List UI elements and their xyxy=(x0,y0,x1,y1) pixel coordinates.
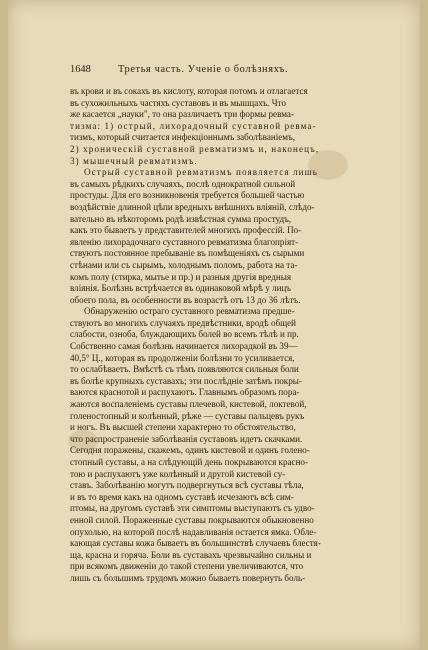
page-number: 1648 xyxy=(70,64,91,75)
text-line: и въ то время какъ на одномъ суставѣ исчезаютъ всѣ сим- xyxy=(70,491,294,502)
text-line: въ болѣе крупныхъ суставахъ; эти послѣдніе затѣмъ покры- xyxy=(70,375,302,386)
text-line: кающая суставы кожа бываетъ въ большинствѣ случаевъ блестя- xyxy=(70,538,321,549)
text-line: вліянія. Болѣзнь встрѣчается въ одинаковой мѣрѣ у лицъ xyxy=(70,283,292,294)
text-line: стѣнами или съ сырымъ, холоднымъ поломъ, работа на та- xyxy=(70,259,298,270)
text-line: какъ это бываетъ у представителей многихъ профессій. По- xyxy=(70,225,302,236)
text-line: слабости, озноба, блуждающихъ болей во всемъ тѣлѣ и пр. xyxy=(70,329,299,340)
text-line: голеностопный и колѣнный, рѣже — суставы пальцевъ рукъ xyxy=(70,410,305,421)
text-line: въ крови и въ сокахъ въ кислоту, которая потомъ и отлагается xyxy=(70,86,308,96)
text-line: опухолью, на которой послѣ надавливанія остается ямка. Обле- xyxy=(70,526,317,537)
text-line: же касается „науки", то она различаетъ три формы ревма- xyxy=(70,109,294,120)
text-line: 2) хроническій суставной ревматизмъ и, наконецъ, xyxy=(70,143,320,154)
text-line: въ самыхъ рѣдкихъ случаяхъ, послѣ однократной сильной xyxy=(70,178,296,189)
text-line: явленію лихорадочнаго суставного ревматизма благопріят- xyxy=(70,236,299,247)
text-line: 40,5° Ц., которая въ продолженіи болѣзни то усиливается, xyxy=(70,352,295,363)
text-line: ща, красна и горяча. Боли въ суставахъ чрезвычайно сильны и xyxy=(70,549,312,560)
paragraph-acute-rheumatism xyxy=(70,167,372,306)
text-line: ствуютъ во многихъ случаяхъ предвѣстники, вродѣ общей xyxy=(70,317,297,328)
page-header xyxy=(70,64,372,80)
paragraph-symptoms xyxy=(70,306,372,584)
book-page xyxy=(8,0,420,650)
text-line: въ сухожильныхъ частяхъ суставовъ и въ мышцахъ. Что xyxy=(70,97,287,108)
text-line: ствуютъ постоянное пребываніе въ помѣщеніяхъ съ сырыми xyxy=(70,248,305,259)
text-line: лишь съ большимъ трудомъ можно бываетъ повернуть боль- xyxy=(70,572,306,583)
text-line: ваются краснотой и распухаютъ. Главнымъ образомъ пора- xyxy=(70,387,300,398)
text-line: и ногъ. Въ высшей степени характерно то обстоятельство, xyxy=(70,422,296,433)
body-text xyxy=(70,86,372,585)
text-line: то ослабѣваетъ. Вмѣстѣ съ тѣмъ появляются сильныя боли xyxy=(70,364,299,375)
text-line: простуды. Для его возникновенія требуется большей частью xyxy=(70,190,305,201)
text-line: тизмъ, который считается инфекціоннымъ заболѣваніемъ, xyxy=(70,132,296,143)
text-line: что распространеніе заболѣванія суставовъ идетъ скачками. xyxy=(70,433,303,444)
text-line: 3) мышечный ревматизмъ. xyxy=(70,155,198,166)
text-line: стопный суставы, а на слѣдующій день покрываются красно- xyxy=(70,457,309,467)
running-title: Третья часть. Ученіе о болѣзняхъ. xyxy=(118,64,289,75)
text-line: ставъ. Заболѣванію могутъ подвергнуться всѣ суставы тѣла, xyxy=(70,480,304,491)
paragraph-intro xyxy=(70,86,372,167)
text-line: при всякомъ движеніи до такой степени увеличиваются, что xyxy=(70,561,304,572)
text-line: жаются воспаленіемъ суставы плечевой, кистевой, локтевой, xyxy=(70,399,307,410)
text-line: тою и распухаютъ уже колѣнный и другой кистевой су- xyxy=(70,468,286,479)
text-line: тизма: 1) острый, лихорадочный суставной ревма- xyxy=(70,120,317,131)
text-line: Острый суставной ревматизмъ появляется лишь xyxy=(84,167,318,178)
text-line: обоего пола, въ особенности въ возрастѣ отъ 13 до 36 лѣтъ. xyxy=(70,294,301,305)
text-line: воздѣйствіе длинной цѣпи вредныхъ внѣшнихъ вліяній, слѣдо- xyxy=(70,201,315,212)
text-line: птомы, на другомъ суставѣ эти симптомы выступаютъ съ удво- xyxy=(70,503,315,514)
text-line: Сегодня поражены, скажемъ, одинъ кистевой и одинъ голено- xyxy=(70,445,310,456)
text-line: Обнаруженію остраго суставного ревматизма предше- xyxy=(84,306,295,317)
text-line: вательно въ нѣкоторомъ родѣ извѣстная сумма простудъ, xyxy=(70,213,292,224)
text-line: енной силой. Пораженные суставы покрываются обыкновенно xyxy=(70,514,314,525)
text-line: комъ полу (стирка, мытье и пр.) и разныя другія вредныя xyxy=(70,271,292,282)
text-line: Собственно самая болѣзнь начинается лихорадкой въ 39— xyxy=(70,341,298,352)
